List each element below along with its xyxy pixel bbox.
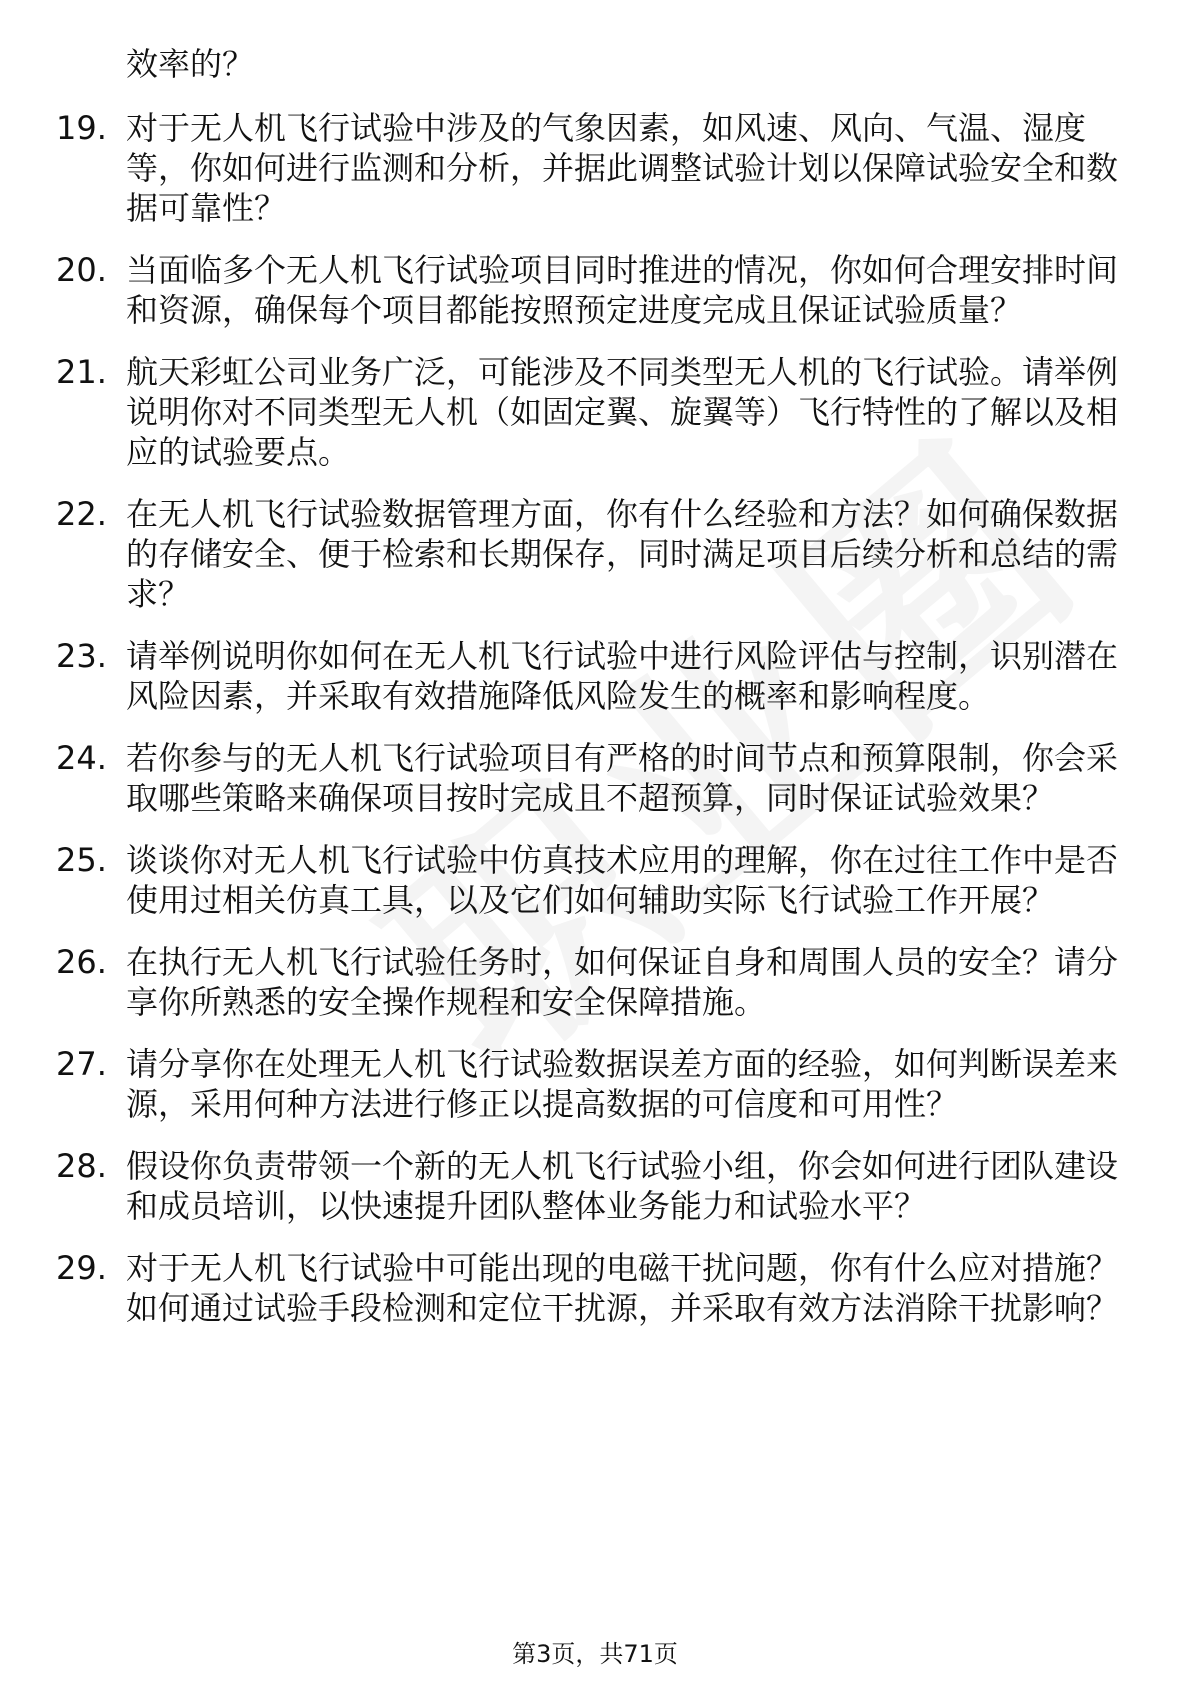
question-number: 29. [56, 1249, 107, 1287]
question-item [56, 840, 1136, 920]
question-text: 当面临多个无人机飞行试验项目同时推进的情况，你如何合理安排时间和资源，确保每个项目都能按照预定进度完成且保证试验质量？ [126, 251, 1119, 329]
question-text: 对于无人机飞行试验中可能出现的电磁干扰问题，你有什么应对措施？如何通过试验手段检测和定位干扰源，并采取有效方法消除干扰影响？ [126, 1249, 1119, 1327]
question-item [56, 636, 1136, 716]
question-text: 假设你负责带领一个新的无人机飞行试验小组，你会如何进行团队建设和成员培训，以快速提升团队整体业务能力和试验水平？ [126, 1147, 1119, 1225]
question-text: 请分享你在处理无人机飞行试验数据误差方面的经验，如何判断误差来源，采用何种方法进行修正以提高数据的可信度和可用性？ [126, 1045, 1119, 1123]
question-number: 28. [56, 1147, 107, 1185]
question-text: 在无人机飞行试验数据管理方面，你有什么经验和方法？如何确保数据的存储安全、便于检索和长期保存，同时满足项目后续分析和总结的需求？ [126, 495, 1119, 613]
question-list [56, 108, 1136, 1350]
question-number: 23. [56, 637, 107, 675]
question-item [56, 738, 1136, 818]
question-number: 26. [56, 943, 107, 981]
continuation-text: 效率的？ [126, 45, 255, 83]
question-text: 若你参与的无人机飞行试验项目有严格的时间节点和预算限制，你会采取哪些策略来确保项目按时完成且不超预算，同时保证试验效果？ [126, 739, 1119, 817]
question-number: 22. [56, 495, 107, 533]
question-item [56, 108, 1136, 228]
question-item [56, 494, 1136, 614]
question-item [56, 250, 1136, 330]
question-number: 27. [56, 1045, 107, 1083]
question-text: 对于无人机飞行试验中涉及的气象因素，如风速、风向、气温、湿度等，你如何进行监测和分析，并据此调整试验计划以保障试验安全和数据可靠性？ [126, 109, 1119, 227]
page-footer: 第3页，共71页 [512, 1640, 678, 1668]
question-text: 航天彩虹公司业务广泛，可能涉及不同类型无人机的飞行试验。请举例说明你对不同类型无人机（如固定翼、旋翼等）飞行特性的了解以及相应的试验要点。 [126, 353, 1119, 471]
question-number: 25. [56, 841, 107, 879]
question-item [56, 1146, 1136, 1226]
question-item [56, 352, 1136, 472]
question-item [56, 942, 1136, 1022]
question-item [56, 1248, 1136, 1328]
question-number: 19. [56, 109, 107, 147]
question-item [56, 1044, 1136, 1124]
question-number: 20. [56, 251, 107, 289]
question-number: 21. [56, 353, 107, 391]
question-text: 谈谈你对无人机飞行试验中仿真技术应用的理解，你在过往工作中是否使用过相关仿真工具，以及它们如何辅助实际飞行试验工作开展？ [126, 841, 1119, 919]
question-number: 24. [56, 739, 107, 777]
question-text: 在执行无人机飞行试验任务时，如何保证自身和周围人员的安全？请分享你所熟悉的安全操作规程和安全保障措施。 [126, 943, 1119, 1021]
question-text: 请举例说明你如何在无人机飞行试验中进行风险评估与控制，识别潜在风险因素，并采取有效措施降低风险发生的概率和影响程度。 [126, 637, 1119, 715]
